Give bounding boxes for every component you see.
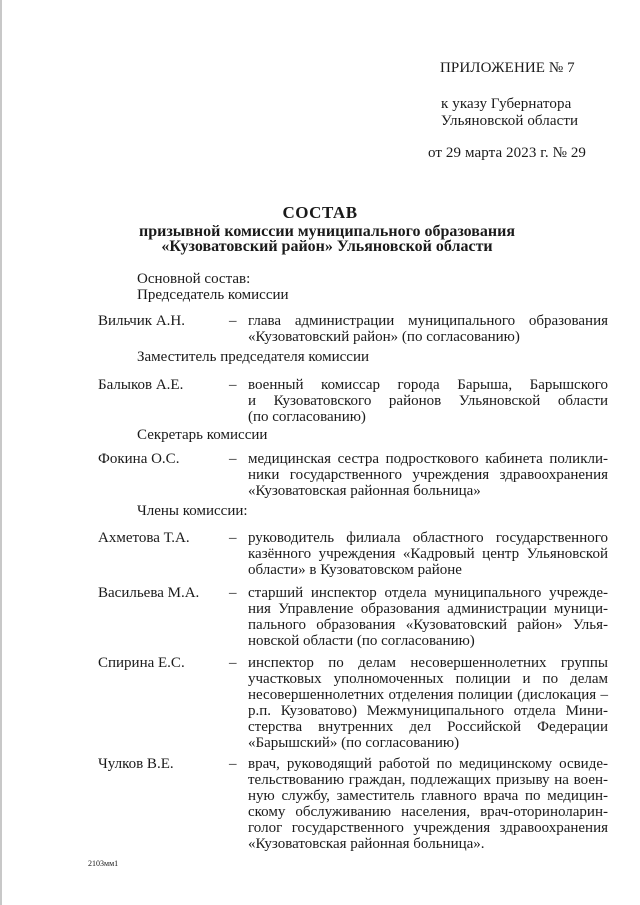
member-name: Балыков А.Е. — [98, 377, 184, 393]
member-name: Вильчик А.Н. — [98, 313, 185, 329]
member-description — [248, 530, 608, 578]
member-description — [248, 655, 608, 751]
description-line: новской области (по согласованию) — [248, 633, 475, 649]
description-line: «Барышский» (по согласованию) — [248, 735, 460, 751]
description-line: врач, руководящий работой по медицинскому освиде- — [248, 756, 608, 772]
title-line-1: призывной комиссии муниципального образования — [138, 223, 516, 240]
title-line-2: «Кузоватовский район» Ульяновской области — [161, 238, 493, 255]
description-line: скому обслуживанию населения, врач-оториноларин- — [248, 804, 608, 820]
member-name: Ахметова Т.А. — [98, 530, 190, 546]
description-line: и Кузоватовского районов Ульяновской области — [248, 393, 608, 409]
member-description — [248, 585, 608, 649]
member-description — [248, 451, 608, 499]
dash: – — [229, 313, 237, 329]
dash: – — [229, 585, 237, 601]
dash: – — [229, 530, 237, 546]
member-description — [248, 756, 608, 852]
member-name: Васильева М.А. — [98, 585, 200, 601]
description-line: медицинская сестра подросткового кабинета поликли- — [248, 451, 608, 467]
description-line: ники государственного учреждения здравоохранения — [248, 467, 608, 483]
description-line: глава администрации муниципального образования — [248, 313, 608, 329]
section-main: Основной состав: — [137, 271, 251, 287]
description-line: тельствованию граждан, подлежащих призыву на воен- — [248, 772, 608, 788]
description-line: ную службу, заместитель главного врача по медицин- — [248, 788, 608, 804]
page-edge — [0, 0, 2, 905]
member-name: Спирина Е.С. — [98, 655, 185, 671]
appendix-label: ПРИЛОЖЕНИЕ № 7 — [440, 60, 575, 76]
document-code: 2103мм1 — [88, 859, 119, 868]
section-chair: Председатель комиссии — [137, 287, 289, 303]
description-line: ния Управление образования администрации муници- — [248, 601, 608, 617]
member-description — [248, 377, 608, 425]
description-line: (по согласованию) — [248, 409, 366, 425]
member-name: Чулков В.Е. — [98, 756, 174, 772]
decree-line-1: к указу Губернатора — [441, 96, 572, 112]
decree-line-2: Ульяновской области — [441, 113, 579, 129]
section-members: Члены комиссии: — [137, 503, 248, 519]
description-line: инспектор по делам несовершеннолетних группы — [248, 655, 608, 671]
description-line: стерства внутренних дел Российской Федерации — [248, 719, 608, 735]
document-title: СОСТАВ — [282, 203, 358, 222]
dash: – — [229, 451, 237, 467]
description-line: голог государственного учреждения здравоохранения — [248, 820, 608, 836]
description-line: несовершеннолетних отделения полиции (дислокация – — [248, 687, 608, 703]
description-line: участковых уполномоченных полиции и по делам — [248, 671, 608, 687]
description-line: «Кузоватовская районная больница». — [248, 836, 485, 852]
section-secretary: Секретарь комиссии — [137, 427, 268, 443]
decree-date: от 29 марта 2023 г. № 29 — [428, 145, 587, 161]
description-line: казённого учреждения «Кадровый центр Ульяновской — [248, 546, 608, 562]
description-line: старший инспектор отдела муниципального учрежде- — [248, 585, 608, 601]
dash: – — [229, 655, 237, 671]
description-line: руководитель филиала областного государственного — [248, 530, 608, 546]
member-name: Фокина О.С. — [98, 451, 180, 467]
dash: – — [229, 377, 237, 393]
description-line: области» в Кузоватовском районе — [248, 562, 462, 578]
description-line: военный комиссар города Барыша, Барышского — [248, 377, 608, 393]
dash: – — [229, 756, 237, 772]
section-deputy: Заместитель председателя комиссии — [137, 349, 370, 365]
description-line: «Кузоватовский район» (по согласованию) — [248, 329, 520, 345]
description-line: пального образования «Кузоватовский район» Улья- — [248, 617, 608, 633]
member-description — [248, 313, 608, 345]
description-line: «Кузоватовская районная больница» — [248, 483, 481, 499]
description-line: р.п. Кузоватово) Межмуниципального отдела Мини- — [248, 703, 608, 719]
